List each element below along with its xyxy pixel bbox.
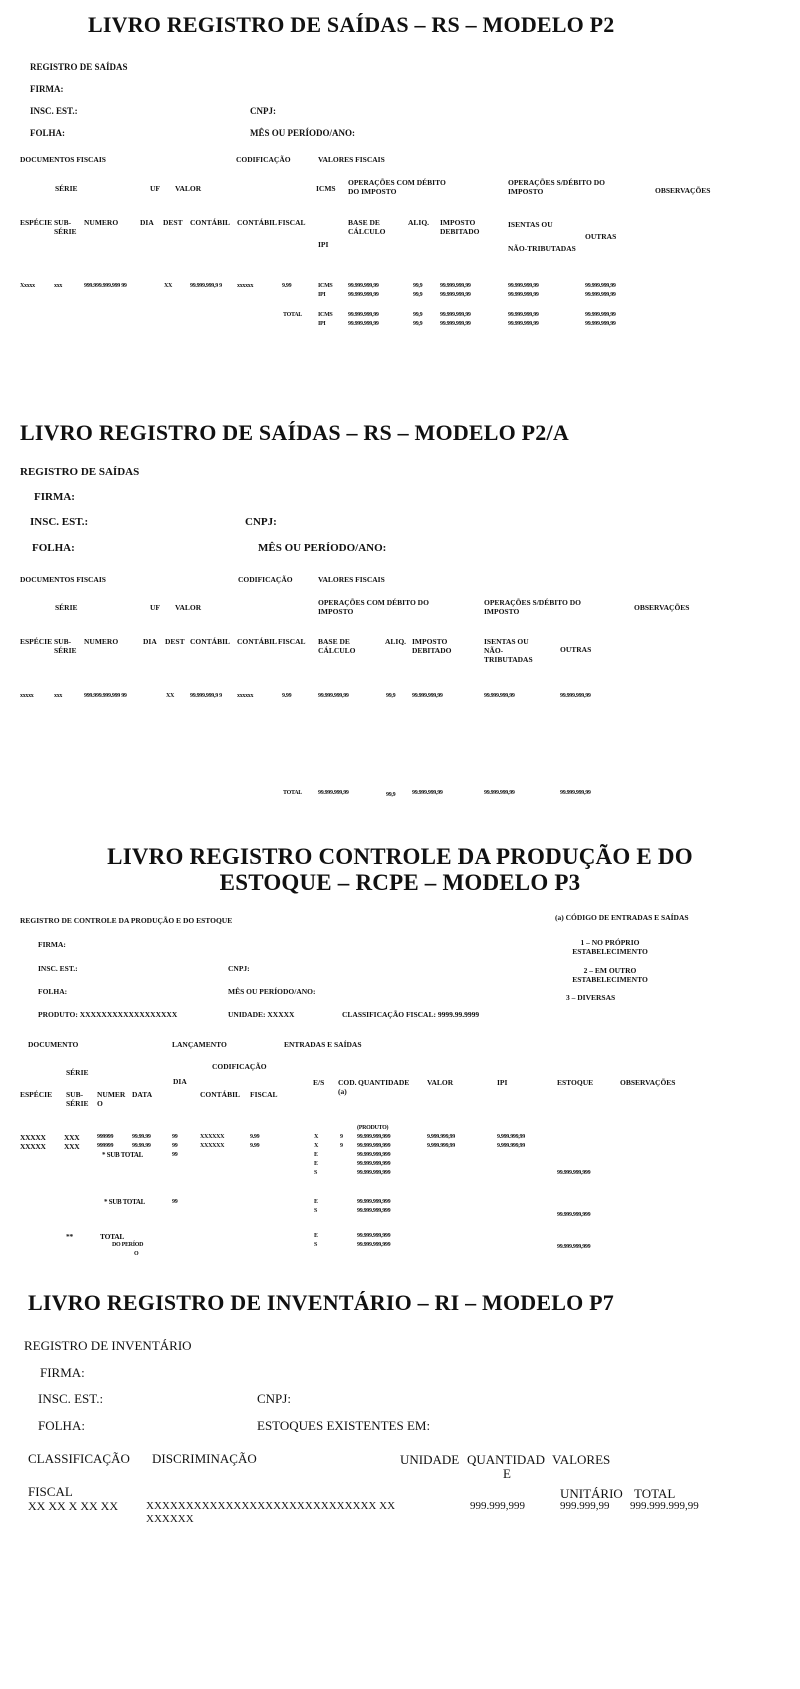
cell-aliq: 99,9: [386, 693, 396, 699]
total-ipi: IPI: [318, 321, 326, 327]
subtotal-label: * SUB TOTAL: [102, 1151, 144, 1159]
total-out2: 99.999.999,99: [585, 321, 616, 327]
p3-title-line1: LIVRO REGISTRO CONTROLE DA PRODUÇÃO E DO: [107, 844, 693, 869]
p3-quantidade: QUANTIDADE: [358, 1078, 410, 1087]
total-label: TOTAL: [283, 312, 302, 318]
cell-qtd: 999.999,999: [470, 1500, 525, 1512]
subtotal-e: E: [314, 1199, 318, 1205]
p2a-valores: VALORES FISCAIS: [318, 575, 385, 584]
cell-out2: 99.999.999,99: [585, 292, 616, 298]
cell-uf: XX: [164, 283, 173, 289]
p3-data: DATA: [132, 1090, 153, 1099]
subtotal-qs: 99.999.999,999: [357, 1170, 391, 1176]
cell-fiscal: 9.99: [250, 1134, 260, 1140]
p2-folha: FOLHA:: [30, 128, 65, 138]
p2-docs: DOCUMENTOS FISCAIS: [20, 155, 106, 164]
cell-qtd: 99.999.999,999: [357, 1143, 391, 1149]
p3-cod1: 1 – NO PRÓPRIO ESTABELECIMENTO: [572, 938, 648, 956]
p2a-base: BASE DE CÁLCULO: [318, 637, 356, 655]
p2a-dest: DEST: [165, 637, 185, 646]
cell-numero: 999.999.999.999 99: [84, 693, 127, 699]
cell-serie: xxx: [54, 283, 63, 289]
cell-serie: XXX: [64, 1133, 80, 1142]
cell-base: 99.999.999,99: [318, 693, 349, 699]
total-aliq1: 99,9: [413, 312, 423, 318]
cell-ise: 99.999.999,99: [484, 693, 515, 699]
p3-especie: ESPÉCIE: [20, 1090, 53, 1099]
p2-cnpj: CNPJ:: [250, 106, 276, 116]
p2-codif: CODIFICAÇÃO: [236, 155, 291, 164]
p3-cod3: 3 – DIVERSAS: [566, 993, 616, 1002]
cell-es: X: [314, 1143, 319, 1149]
total-estoque: 99.999.999,999: [557, 1244, 591, 1250]
p2a-isentas: ISENTAS OU NÃO-TRIBUTADAS: [484, 637, 533, 664]
p2a-firma: FIRMA:: [34, 491, 75, 503]
total-imp2: 99.999.999,99: [440, 321, 471, 327]
p3-fiscal: FISCAL: [250, 1090, 278, 1099]
p3-estoque: ESTOQUE: [557, 1078, 594, 1087]
cell-fiscal: 9.99: [250, 1143, 260, 1149]
p3-mes: MÊS OU PERÍODO/ANO:: [228, 987, 316, 996]
p2a-especie: ESPÉCIE: [20, 637, 53, 646]
subtotal-qe: 99.999.999,999: [357, 1199, 391, 1205]
cell-numero: 999999: [97, 1134, 114, 1140]
p2-nao-trib: NÃO-TRIBUTADAS: [508, 244, 576, 253]
subtotal-qe: 99.999.999,999: [357, 1161, 391, 1167]
total-imp: 99.999.999,99: [412, 790, 443, 796]
subtotal-e: E: [314, 1161, 318, 1167]
total-icms: ICMS: [318, 312, 333, 318]
p2a-aliq: ALIQ.: [385, 637, 407, 646]
p3-produto-tag: (PRODUTO): [357, 1125, 389, 1131]
cell-numero: 999999: [97, 1143, 114, 1149]
subtotal-s: S: [314, 1170, 318, 1176]
p3-insc: INSC. EST.:: [38, 964, 78, 973]
cell-contabil: XXXXXX: [200, 1134, 225, 1140]
p3-dia: DIA: [173, 1077, 187, 1086]
total-label: TOTAL: [100, 1232, 125, 1241]
p7-fiscal: FISCAL: [28, 1484, 73, 1499]
p2a-valor: VALOR: [175, 603, 202, 612]
cell-aliq1: 99,9: [413, 283, 423, 289]
p2-fiscal: FISCAL: [278, 218, 306, 227]
cell-cod: 9: [340, 1134, 343, 1140]
p2a-docs: DOCUMENTOS FISCAIS: [20, 575, 106, 584]
p3-numero: NUMER O: [97, 1090, 126, 1108]
p7-classif: CLASSIFICAÇÃO: [28, 1451, 130, 1466]
total-s: S: [314, 1242, 318, 1248]
p7-firma: FIRMA:: [40, 1365, 85, 1380]
p2-aliq: ALIQ.: [408, 218, 430, 227]
cell-especie: Xxxxx: [20, 283, 35, 289]
p7-total: TOTAL: [634, 1486, 676, 1501]
p2a-op-com: OPERAÇÕES COM DÉBITO DO IMPOSTO: [318, 598, 429, 616]
cell-dia: 99: [172, 1134, 178, 1140]
p2-imposto: IMPOSTO DEBITADO: [440, 218, 480, 236]
total-out1: 99.999.999,99: [585, 312, 616, 318]
cell-out: 99.999.999,99: [560, 693, 591, 699]
p2a-folha: FOLHA:: [32, 542, 75, 554]
p2-mes: MÊS OU PERÍODO/ANO:: [250, 128, 356, 138]
p3-documento: DOCUMENTO: [28, 1040, 79, 1049]
total-qs: 99.999.999,999: [357, 1242, 391, 1248]
p2-especie: ESPÉCIE: [20, 218, 53, 227]
cell-valor: 9.999.999,99: [427, 1143, 455, 1149]
cell-valor: 99.999.999,9 9: [190, 693, 222, 699]
p7-valores: VALORES: [552, 1452, 611, 1467]
subtotal-estoque: 99.999.999,999: [557, 1170, 591, 1176]
p2a-mes: MÊS OU PERÍODO/ANO:: [258, 542, 387, 554]
cell-total: 999.999.999,99: [630, 1500, 699, 1512]
cell-discrim-1: XXXXXXXXXXXXXXXXXXXXXXXXXXXXX XX: [146, 1500, 396, 1512]
total-ise1: 99.999.999,99: [508, 312, 539, 318]
total-e: E: [314, 1233, 318, 1239]
p3-valor: VALOR: [427, 1078, 454, 1087]
p3-cnpj: CNPJ:: [228, 964, 250, 973]
p3-contabil: CONTÁBIL: [200, 1090, 241, 1099]
p7-unidade: UNIDADE: [400, 1452, 460, 1467]
cell-ipi: 9.999.999,99: [497, 1134, 525, 1140]
cell-es: X: [314, 1134, 319, 1140]
p3-codificacao: CODIFICAÇÃO: [212, 1062, 267, 1071]
cell-ipi: 9.999.999,99: [497, 1143, 525, 1149]
p3-folha: FOLHA:: [38, 987, 68, 996]
p2-op-com: OPERAÇÕES COM DÉBITO DO IMPOSTO: [348, 178, 446, 196]
subtotal-dia: 99: [172, 1152, 178, 1158]
p2a-op-sem: OPERAÇÕES S/DÉBITO DO IMPOSTO: [484, 598, 581, 616]
p7-insc: INSC. EST.:: [38, 1391, 104, 1406]
cell-ise2: 99.999.999,99: [508, 292, 539, 298]
p2-registro: REGISTRO DE SAÍDAS: [30, 62, 128, 72]
cell-base1: 99.999.999,99: [348, 283, 379, 289]
p2a-numero: NUMERO: [84, 637, 119, 646]
total-qe: 99.999.999,999: [357, 1233, 391, 1239]
subtotal-estoque: 99.999.999,999: [557, 1212, 591, 1218]
p3-obs: OBSERVAÇÕES: [620, 1078, 676, 1087]
cell-contabil: XXXXXX: [200, 1143, 225, 1149]
p2-insc: INSC. EST.:: [30, 106, 78, 116]
p2-contabil2: CONTÁBIL: [237, 218, 278, 227]
p2-ipi: IPI: [318, 240, 329, 249]
p2-numero: NUMERO: [84, 218, 119, 227]
p7-unitario: UNITÁRIO: [560, 1486, 623, 1501]
cell-icms: ICMS: [318, 283, 333, 289]
cell-especie: xxxxx: [20, 693, 34, 699]
p3-firma: FIRMA:: [38, 940, 66, 949]
p2a-fiscal: FISCAL: [278, 637, 306, 646]
cell-uf: XX: [166, 693, 175, 699]
p2a-contabil: CONTÁBIL: [190, 637, 231, 646]
p2-title: LIVRO REGISTRO DE SAÍDAS – RS – MODELO P2: [88, 12, 615, 37]
p3-cod: COD. (a): [338, 1078, 357, 1096]
p2-serie: SÉRIE: [55, 184, 78, 193]
p2a-registro: REGISTRO DE SAÍDAS: [20, 466, 140, 478]
p2-firma: FIRMA:: [30, 84, 64, 94]
p2-valor: VALOR: [175, 184, 202, 193]
total-ise: 99.999.999,99: [484, 790, 515, 796]
p3-ipi: IPI: [497, 1078, 508, 1087]
cell-cod: 9: [340, 1143, 343, 1149]
total-label-periodo: DO PERÍOD: [112, 1242, 144, 1248]
cell-dia: 99: [172, 1143, 178, 1149]
p3-lancamento: LANÇAMENTO: [172, 1040, 227, 1049]
p7-cnpj: CNPJ:: [257, 1391, 291, 1406]
p2a-outras: OUTRAS: [560, 645, 592, 654]
cell-valor: 99.999.999,9 9: [190, 283, 222, 289]
p2-subserie: SUB-SÉRIE: [54, 218, 77, 236]
p3-codigo: (a) CÓDIGO DE ENTRADAS E SAÍDAS: [555, 913, 689, 922]
p3-subserie: SUB-SÉRIE: [66, 1090, 89, 1108]
subtotal-dia: 99: [172, 1199, 178, 1205]
p2a-insc: INSC. EST.:: [30, 516, 89, 528]
p2-dest: DEST: [163, 218, 183, 227]
cell-valor: 9.999.999,99: [427, 1134, 455, 1140]
cell-ise1: 99.999.999,99: [508, 283, 539, 289]
cell-qtd: 99.999.999,999: [357, 1134, 391, 1140]
total-aliq: 99,9: [386, 792, 396, 798]
subtotal-label: * SUB TOTAL: [104, 1198, 146, 1206]
p3-classif: CLASSIFICAÇÃO FISCAL: 9999.99.9999: [342, 1010, 480, 1019]
p2a-imposto: IMPOSTO DEBITADO: [412, 637, 452, 655]
p2a-obs: OBSERVAÇÕES: [634, 603, 690, 612]
cell-ipi: IPI: [318, 292, 326, 298]
p7-estoques: ESTOQUES EXISTENTES EM:: [257, 1418, 431, 1433]
total-base2: 99.999.999,99: [348, 321, 379, 327]
p2a-dia: DIA: [143, 637, 157, 646]
p2-icms: ICMS: [316, 184, 336, 193]
p2a-uf: UF: [150, 603, 160, 612]
p7-discrim: DISCRIMINAÇÃO: [152, 1451, 257, 1466]
p2-op-sem: OPERAÇÕES S/DÉBITO DO IMPOSTO: [508, 178, 605, 196]
p3-cod2: 2 – EM OUTRO ESTABELECIMENTO: [572, 966, 648, 984]
p3-es: E/S: [313, 1078, 325, 1087]
p3-unidade: UNIDADE: XXXXX: [228, 1010, 295, 1019]
cell-contabil: xxxxxx: [237, 693, 254, 699]
cell-discrim-2: XXXXXX: [146, 1513, 194, 1525]
total-stars: **: [66, 1232, 73, 1241]
cell-especie: XXXXX: [20, 1142, 46, 1151]
cell-classif: XX XX X XX XX: [28, 1499, 118, 1513]
total-base1: 99.999.999,99: [348, 312, 379, 318]
p2-valores: VALORES FISCAIS: [318, 155, 385, 164]
cell-fiscal: 9.99: [282, 283, 292, 289]
cell-imp: 99.999.999,99: [412, 693, 443, 699]
cell-contabil: xxxxxx: [237, 283, 254, 289]
cell-data: 99.99.99: [132, 1143, 151, 1149]
cell-out1: 99.999.999,99: [585, 283, 616, 289]
total-aliq2: 99,9: [413, 321, 423, 327]
p2-outras: OUTRAS: [585, 232, 617, 241]
total-label-o: O: [134, 1251, 139, 1257]
p2a-contabil2: CONTÁBIL: [237, 637, 278, 646]
cell-imp2: 99.999.999,99: [440, 292, 471, 298]
cell-data: 99.99.99: [132, 1134, 151, 1140]
total-label: TOTAL: [283, 790, 302, 796]
subtotal-e-top: E: [314, 1152, 318, 1158]
cell-unit: 999.999,99: [560, 1500, 610, 1512]
total-out: 99.999.999,99: [560, 790, 591, 796]
p7-folha: FOLHA:: [38, 1418, 85, 1433]
p3-entradas: ENTRADAS E SAÍDAS: [284, 1040, 362, 1049]
cell-aliq2: 99,9: [413, 292, 423, 298]
p2-dia: DIA: [140, 218, 154, 227]
p3-title-line2: ESTOQUE – RCPE – MODELO P3: [219, 870, 581, 895]
p2-uf: UF: [150, 184, 160, 193]
p3-produto: PRODUTO: XXXXXXXXXXXXXXXXXX: [38, 1010, 178, 1019]
total-imp1: 99.999.999,99: [440, 312, 471, 318]
p2a-subserie: SUB-SÉRIE: [54, 637, 77, 655]
subtotal-s: S: [314, 1208, 318, 1214]
cell-serie: XXX: [64, 1142, 80, 1151]
cell-fiscal: 9.99: [282, 693, 292, 699]
total-base: 99.999.999,99: [318, 790, 349, 796]
cell-especie: XXXXX: [20, 1133, 46, 1142]
p7-quantidad: QUANTIDAD: [467, 1452, 545, 1467]
p7-quantidad-e: E: [503, 1466, 511, 1481]
p2a-title: LIVRO REGISTRO DE SAÍDAS – RS – MODELO P2/A: [20, 420, 569, 445]
cell-base2: 99.999.999,99: [348, 292, 379, 298]
p2a-codif: CODIFICAÇÃO: [238, 575, 293, 584]
p7-registro: REGISTRO DE INVENTÁRIO: [24, 1338, 192, 1353]
p2-isentas: ISENTAS OU: [508, 220, 553, 229]
p2-base: BASE DE CÁLCULO: [348, 218, 386, 236]
p7-title: LIVRO REGISTRO DE INVENTÁRIO – RI – MODELO P7: [28, 1290, 614, 1315]
p2-contabil: CONTÁBIL: [190, 218, 231, 227]
subtotal-q-top: 99.999.999,999: [357, 1152, 391, 1158]
p3-registro: REGISTRO DE CONTROLE DA PRODUÇÃO E DO ESTOQUE: [20, 916, 233, 925]
cell-numero: 999.999.999.999 99: [84, 283, 127, 289]
subtotal-qs: 99.999.999,999: [357, 1208, 391, 1214]
total-ise2: 99.999.999,99: [508, 321, 539, 327]
p2a-cnpj: CNPJ:: [245, 516, 277, 528]
p2-obs: OBSERVAÇÕES: [655, 186, 711, 195]
cell-serie: xxx: [54, 693, 63, 699]
cell-imp1: 99.999.999,99: [440, 283, 471, 289]
p2a-serie: SÉRIE: [55, 603, 78, 612]
p3-serie: SÉRIE: [66, 1068, 89, 1077]
